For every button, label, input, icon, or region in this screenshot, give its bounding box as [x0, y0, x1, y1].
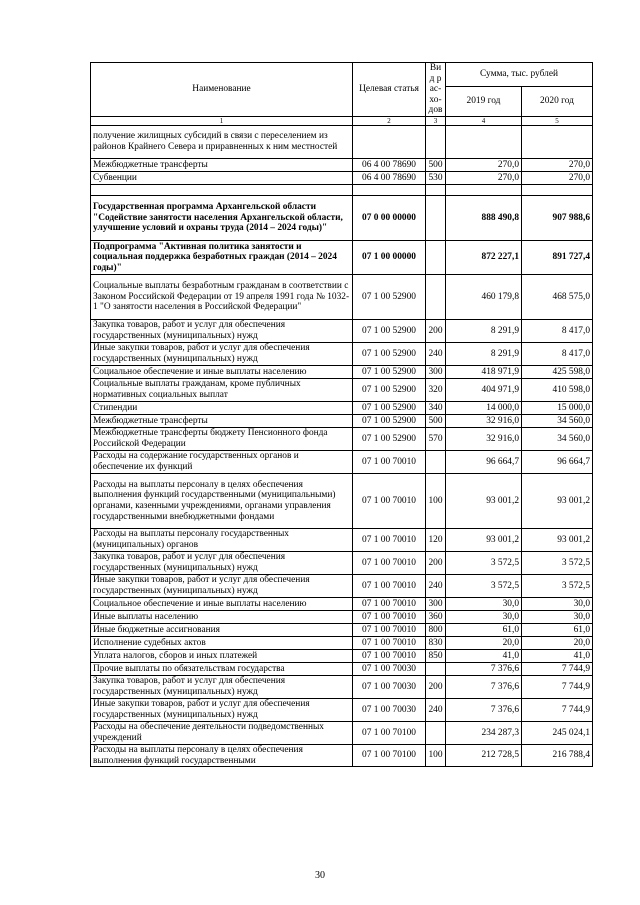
row-expense-type [426, 184, 446, 195]
row-name: получение жилищных субсидий в связи с переселением из районов Крайнего Севера и приравненных к ним местностей [91, 125, 353, 158]
row-target-code: 07 1 00 52900 [353, 414, 426, 427]
row-target-code: 07 1 00 52900 [353, 378, 426, 401]
table-row [91, 319, 593, 342]
row-sum-2019: 32 916,0 [446, 427, 522, 450]
table-row [91, 342, 593, 365]
table-row [91, 528, 593, 551]
row-name: Социальное обеспечение и иные выплаты населению [91, 365, 353, 378]
row-sum-2020: 425 598,0 [522, 365, 593, 378]
table-row [91, 365, 593, 378]
row-name: Социальные выплаты безработным гражданам в соответствии с Законом Российской Федерации от 19 апреля 1991 года № 1032-1 "О занятости населения в Российской Федерации" [91, 274, 353, 319]
table-row [91, 744, 593, 766]
row-sum-2019: 404 971,9 [446, 378, 522, 401]
table-row [91, 171, 593, 184]
row-expense-type: 120 [426, 528, 446, 551]
row-sum-2020: 8 417,0 [522, 319, 593, 342]
row-sum-2020 [522, 184, 593, 195]
table-row [91, 125, 593, 158]
row-name: Расходы на обеспечение деятельности подведомственных учреждений [91, 721, 353, 744]
table-body [91, 125, 593, 766]
row-sum-2020: 7 744,9 [522, 675, 593, 698]
row-sum-2019: 212 728,5 [446, 744, 522, 766]
row-target-code: 07 1 00 00000 [353, 240, 426, 274]
row-sum-2020: 61,0 [522, 623, 593, 636]
row-sum-2019: 460 179,8 [446, 274, 522, 319]
row-name: Иные закупки товаров, работ и услуг для обеспечения государственных (муниципальных) нужд [91, 698, 353, 721]
table-row [91, 551, 593, 574]
table-row [91, 610, 593, 623]
row-sum-2020: 410 598,0 [522, 378, 593, 401]
row-name: Стипендии [91, 401, 353, 414]
row-sum-2020 [522, 125, 593, 158]
row-sum-2019: 270,0 [446, 171, 522, 184]
row-target-code: 06 4 00 78690 [353, 171, 426, 184]
table-row [91, 240, 593, 274]
row-sum-2020: 30,0 [522, 597, 593, 610]
row-expense-type: 340 [426, 401, 446, 414]
header-year-2020: 2020 год [522, 87, 593, 117]
row-expense-type [426, 662, 446, 675]
row-sum-2019: 3 572,5 [446, 551, 522, 574]
table-row [91, 721, 593, 744]
row-target-code: 07 1 00 70100 [353, 721, 426, 744]
row-sum-2020: 8 417,0 [522, 342, 593, 365]
row-sum-2019: 30,0 [446, 610, 522, 623]
page-number: 30 [315, 870, 325, 881]
row-sum-2020: 7 744,9 [522, 698, 593, 721]
row-expense-type [426, 450, 446, 473]
row-name: Межбюджетные трансферты бюджету Пенсионного фонда Российской Федерации [91, 427, 353, 450]
row-sum-2019: 234 287,3 [446, 721, 522, 744]
row-target-code: 07 1 00 70010 [353, 473, 426, 528]
row-name: Социальное обеспечение и иные выплаты населению [91, 597, 353, 610]
table-row [91, 636, 593, 649]
row-target-code: 07 1 00 70030 [353, 662, 426, 675]
row-sum-2019 [446, 184, 522, 195]
row-expense-type: 300 [426, 597, 446, 610]
row-sum-2020: 907 988,6 [522, 195, 593, 240]
row-expense-type: 500 [426, 414, 446, 427]
row-expense-type: 320 [426, 378, 446, 401]
row-target-code: 07 1 00 52900 [353, 342, 426, 365]
row-target-code: 06 4 00 78690 [353, 158, 426, 171]
table-row [91, 274, 593, 319]
table-row [91, 623, 593, 636]
row-expense-type [426, 195, 446, 240]
row-sum-2019 [446, 125, 522, 158]
row-expense-type: 200 [426, 551, 446, 574]
row-target-code: 07 1 00 70030 [353, 675, 426, 698]
row-target-code: 07 1 00 70010 [353, 450, 426, 473]
row-sum-2020: 270,0 [522, 171, 593, 184]
table-row [91, 427, 593, 450]
row-name: Прочие выплаты по обязательствам государства [91, 662, 353, 675]
row-name: Иные выплаты населению [91, 610, 353, 623]
row-sum-2019: 418 971,9 [446, 365, 522, 378]
table-row [91, 662, 593, 675]
row-name: Иные закупки товаров, работ и услуг для обеспечения государственных (муниципальных) нужд [91, 342, 353, 365]
row-expense-type: 570 [426, 427, 446, 450]
row-sum-2019: 14 000,0 [446, 401, 522, 414]
row-target-code: 07 1 00 70010 [353, 610, 426, 623]
row-sum-2019: 93 001,2 [446, 473, 522, 528]
row-sum-2019: 7 376,6 [446, 675, 522, 698]
row-name: Уплата налогов, сборов и иных платежей [91, 649, 353, 662]
row-target-code: 07 1 00 70010 [353, 528, 426, 551]
column-number: 4 [446, 116, 522, 125]
row-target-code: 07 1 00 52900 [353, 401, 426, 414]
row-sum-2020: 15 000,0 [522, 401, 593, 414]
row-sum-2019: 30,0 [446, 597, 522, 610]
row-target-code: 07 1 00 70010 [353, 574, 426, 597]
row-name: Подпрограмма "Активная политика занятости и социальная поддержка безработных граждан (2014 – 2024 годы)" [91, 240, 353, 274]
row-expense-type: 500 [426, 158, 446, 171]
header-year-2019: 2019 год [446, 87, 522, 117]
table-row [91, 698, 593, 721]
row-expense-type: 530 [426, 171, 446, 184]
table-row [91, 649, 593, 662]
row-sum-2019: 41,0 [446, 649, 522, 662]
row-expense-type: 200 [426, 319, 446, 342]
row-expense-type: 100 [426, 473, 446, 528]
row-target-code: 07 1 00 70100 [353, 744, 426, 766]
row-name: Исполнение судебных актов [91, 636, 353, 649]
row-expense-type: 100 [426, 744, 446, 766]
row-sum-2019: 8 291,9 [446, 342, 522, 365]
table-row [91, 184, 593, 195]
row-sum-2020: 891 727,4 [522, 240, 593, 274]
table-row [91, 414, 593, 427]
row-expense-type: 360 [426, 610, 446, 623]
row-sum-2019: 96 664,7 [446, 450, 522, 473]
row-sum-2020: 7 744,9 [522, 662, 593, 675]
column-number: 1 [91, 116, 353, 125]
row-sum-2019: 61,0 [446, 623, 522, 636]
table-row [91, 675, 593, 698]
row-sum-2020: 270,0 [522, 158, 593, 171]
row-sum-2019: 270,0 [446, 158, 522, 171]
row-name: Расходы на выплаты персоналу государственных (муниципальных) органов [91, 528, 353, 551]
row-name: Расходы на содержание государственных органов и обеспечение их функций [91, 450, 353, 473]
table-row [91, 378, 593, 401]
table-row [91, 450, 593, 473]
table-row [91, 401, 593, 414]
row-sum-2020: 245 024,1 [522, 721, 593, 744]
row-expense-type: 800 [426, 623, 446, 636]
budget-table [90, 62, 593, 767]
row-sum-2019: 8 291,9 [446, 319, 522, 342]
row-expense-type [426, 274, 446, 319]
header-name: Наименование [91, 63, 353, 117]
row-name: Социальные выплаты гражданам, кроме публичных нормативных социальных выплат [91, 378, 353, 401]
row-target-code: 07 1 00 52900 [353, 274, 426, 319]
column-number: 2 [353, 116, 426, 125]
row-name: Закупка товаров, работ и услуг для обеспечения государственных (муниципальных) нужд [91, 675, 353, 698]
header-expense-type: Вид рас-хо-дов [426, 63, 446, 117]
row-sum-2019: 20,0 [446, 636, 522, 649]
row-target-code: 07 1 00 52900 [353, 365, 426, 378]
row-sum-2020: 30,0 [522, 610, 593, 623]
row-target-code: 07 1 00 70010 [353, 636, 426, 649]
row-name: Межбюджетные трансферты [91, 158, 353, 171]
row-expense-type: 240 [426, 342, 446, 365]
table-row [91, 574, 593, 597]
row-sum-2019: 7 376,6 [446, 662, 522, 675]
header-target-article: Целевая статья [353, 63, 426, 117]
row-expense-type [426, 125, 446, 158]
table-row [91, 473, 593, 528]
row-expense-type: 240 [426, 698, 446, 721]
table-row [91, 195, 593, 240]
row-expense-type [426, 721, 446, 744]
row-target-code: 07 1 00 52900 [353, 427, 426, 450]
row-sum-2020: 93 001,2 [522, 528, 593, 551]
row-target-code: 07 1 00 70010 [353, 649, 426, 662]
row-sum-2020: 96 664,7 [522, 450, 593, 473]
row-expense-type: 300 [426, 365, 446, 378]
row-sum-2020: 34 560,0 [522, 414, 593, 427]
row-name: Государственная программа Архангельской области "Содействие занятости населения Архангельской области, улучшение условий и охраны труда (2014 – 2024 годы)" [91, 195, 353, 240]
row-sum-2020: 216 788,4 [522, 744, 593, 766]
column-number: 5 [522, 116, 593, 125]
row-sum-2019: 7 376,6 [446, 698, 522, 721]
row-sum-2019: 888 490,8 [446, 195, 522, 240]
column-number: 3 [426, 116, 446, 125]
table-row [91, 158, 593, 171]
row-name: Межбюджетные трансферты [91, 414, 353, 427]
row-name: Закупка товаров, работ и услуг для обеспечения государственных (муниципальных) нужд [91, 319, 353, 342]
row-expense-type: 830 [426, 636, 446, 649]
row-sum-2020: 3 572,5 [522, 551, 593, 574]
row-target-code: 07 1 00 70010 [353, 551, 426, 574]
row-target-code: 07 1 00 70010 [353, 623, 426, 636]
row-name: Закупка товаров, работ и услуг для обеспечения государственных (муниципальных) нужд [91, 551, 353, 574]
row-sum-2020: 41,0 [522, 649, 593, 662]
row-sum-2019: 32 916,0 [446, 414, 522, 427]
row-sum-2019: 872 227,1 [446, 240, 522, 274]
row-expense-type: 850 [426, 649, 446, 662]
row-target-code [353, 125, 426, 158]
row-target-code [353, 184, 426, 195]
row-name: Субвенции [91, 171, 353, 184]
row-sum-2020: 468 575,0 [522, 274, 593, 319]
row-expense-type: 240 [426, 574, 446, 597]
header-sum: Сумма, тыс. рублей [446, 63, 593, 87]
row-expense-type [426, 240, 446, 274]
row-sum-2019: 93 001,2 [446, 528, 522, 551]
row-sum-2020: 20,0 [522, 636, 593, 649]
row-target-code: 07 1 00 52900 [353, 319, 426, 342]
row-target-code: 07 0 00 00000 [353, 195, 426, 240]
row-sum-2019: 3 572,5 [446, 574, 522, 597]
row-name [91, 184, 353, 195]
row-name: Иные закупки товаров, работ и услуг для обеспечения государственных (муниципальных) нужд [91, 574, 353, 597]
row-sum-2020: 3 572,5 [522, 574, 593, 597]
row-name: Иные бюджетные ассигнования [91, 623, 353, 636]
row-expense-type: 200 [426, 675, 446, 698]
row-name: Расходы на выплаты персоналу в целях обеспечения выполнения функций государственными (муниципальными) органами, казенными учреждениями, органами управления государственными внебюджетными фондами [91, 473, 353, 528]
row-sum-2020: 34 560,0 [522, 427, 593, 450]
table-row [91, 597, 593, 610]
row-sum-2020: 93 001,2 [522, 473, 593, 528]
row-target-code: 07 1 00 70010 [353, 597, 426, 610]
row-target-code: 07 1 00 70030 [353, 698, 426, 721]
row-name: Расходы на выплаты персоналу в целях обеспечения выполнения функций государственными [91, 744, 353, 766]
